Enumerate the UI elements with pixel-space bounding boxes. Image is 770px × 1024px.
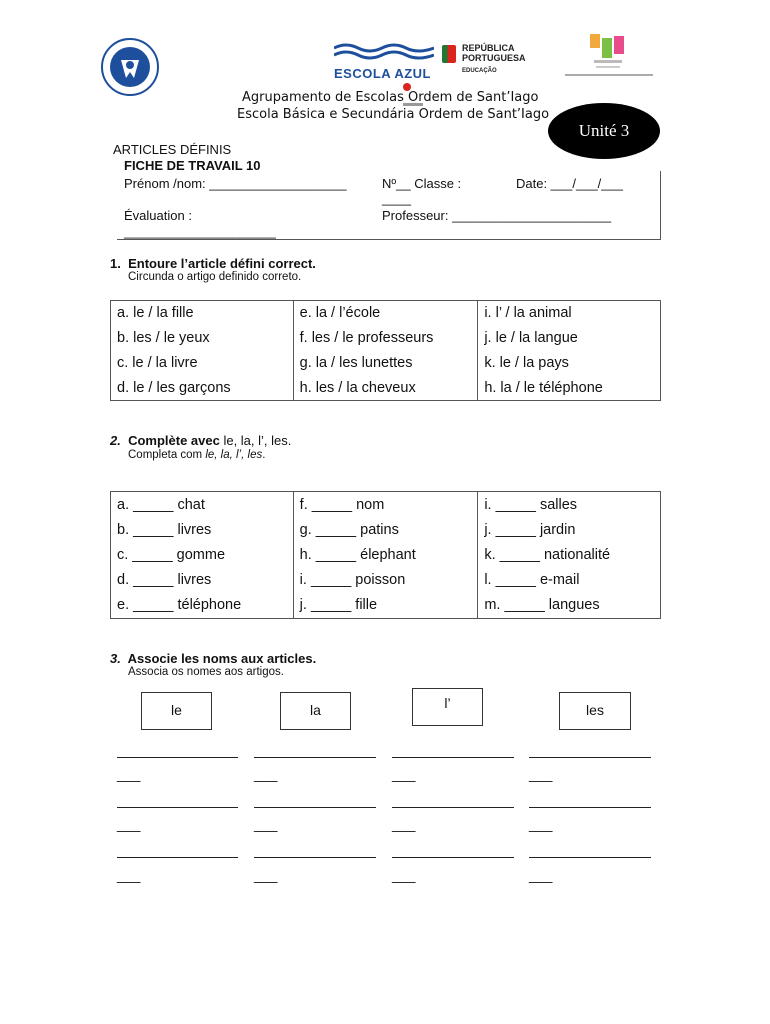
answer-line-short[interactable]: ___ [529, 867, 553, 883]
table-cell[interactable]: e. la / l’école [293, 301, 478, 326]
table-cell[interactable]: l. _____ e-mail [478, 568, 661, 593]
escola-azul-logo [334, 42, 434, 81]
table-cell[interactable]: b. les / le yeux [111, 326, 294, 351]
school-logo [101, 38, 159, 96]
exercise-1-title [110, 256, 316, 271]
answer-line[interactable] [392, 857, 514, 858]
exercise-3-subtitle: Associa os nomes aos artigos. [128, 666, 284, 678]
table-cell[interactable]: h. _____ élephant [293, 542, 478, 567]
answer-line[interactable] [254, 857, 376, 858]
table-cell[interactable]: k. _____ nationalité [478, 542, 661, 567]
table-cell[interactable]: j. _____ jardin [478, 517, 661, 542]
table-cell[interactable]: i. l’ / la animal [478, 301, 661, 326]
exercise-2-subtitle-articles: le, la, l’, les [205, 449, 263, 461]
date-field[interactable]: Date: ___/___/___ [516, 176, 623, 191]
republica-text-2: PORTUGUESA [462, 53, 526, 63]
table-row [111, 593, 661, 619]
table-cell[interactable]: c. _____ gomme [111, 542, 294, 567]
table-cell[interactable]: e. _____ téléphone [111, 593, 294, 619]
answer-line-short[interactable]: ___ [392, 766, 416, 782]
republica-text-1: REPÚBLICA [462, 43, 515, 53]
table-row [111, 375, 661, 400]
exercise-1-number: 1. [110, 256, 121, 271]
answer-line[interactable] [254, 757, 376, 758]
tip-logo [588, 32, 628, 74]
answer-line[interactable] [392, 757, 514, 758]
exercise-3-number: 3. [110, 651, 121, 666]
answer-line[interactable] [117, 757, 238, 758]
answer-line-short[interactable]: ___ [254, 816, 278, 832]
exercise-2-subtitle-end: . [262, 449, 266, 461]
escola-azul-text: ESCOLA AZUL [334, 66, 431, 81]
answer-line-short[interactable]: ___ [254, 867, 278, 883]
table-cell[interactable]: i. _____ poisson [293, 568, 478, 593]
name-field[interactable]: Prénom /nom: ___________________ [124, 176, 347, 191]
table-row [111, 326, 661, 351]
answer-line-short[interactable]: ___ [254, 766, 278, 782]
table-row [111, 301, 661, 326]
small-republica-logo [403, 78, 435, 88]
answer-line[interactable] [117, 857, 238, 858]
exercise-2-articles: le, la, l’, les. [219, 433, 292, 448]
table-cell[interactable]: i. _____ salles [478, 492, 661, 518]
logo-underline [565, 74, 653, 76]
article-box-l: l’ [412, 688, 483, 726]
exercise-2-title [110, 433, 291, 448]
table-cell[interactable]: a. le / la fille [111, 301, 294, 326]
answer-line[interactable] [529, 757, 651, 758]
table-cell[interactable]: a. _____ chat [111, 492, 294, 518]
table-row [111, 568, 661, 593]
table-row [111, 542, 661, 567]
educacao-text: EDUCAÇÃO [462, 68, 497, 74]
table-cell[interactable]: b. _____ livres [111, 517, 294, 542]
exercise-1-instruction: Entoure l’article défini correct. [128, 256, 316, 271]
sheet-title: FICHE DE TRAVAIL 10 [124, 158, 261, 173]
table-cell[interactable]: c. le / la livre [111, 350, 294, 375]
exercise-2-table [110, 491, 661, 619]
table-row [111, 492, 661, 518]
exercise-3-title [110, 651, 316, 666]
answer-line[interactable] [117, 807, 238, 808]
table-cell[interactable]: f. les / le professeurs [293, 326, 478, 351]
answer-line[interactable] [392, 807, 514, 808]
answer-line[interactable] [529, 857, 651, 858]
answer-line[interactable] [254, 807, 376, 808]
exercise-2-number: 2. [110, 433, 121, 448]
evaluation-label: Évaluation : [124, 208, 192, 223]
exercise-2-subtitle [128, 449, 265, 461]
evaluation-field[interactable]: _____________________ [124, 224, 276, 239]
answer-line-short[interactable]: ___ [117, 766, 141, 782]
table-cell[interactable]: h. les / la cheveux [293, 375, 478, 400]
flag-icon [442, 45, 456, 63]
exercise-2-subtitle-text: Completa com [128, 449, 206, 461]
answer-line-short[interactable]: ___ [529, 816, 553, 832]
republica-logo [442, 43, 542, 77]
school-name: Escola Básica e Secundária Ordem de Sant’Iago [237, 107, 550, 122]
table-cell[interactable]: f. _____ nom [293, 492, 478, 518]
answer-line-short[interactable]: ___ [392, 816, 416, 832]
table-row [111, 517, 661, 542]
exercise-1-table [110, 300, 661, 401]
table-cell[interactable]: j. _____ fille [293, 593, 478, 619]
table-cell[interactable]: h. la / le téléphone [478, 375, 661, 400]
table-cell[interactable]: k. le / la pays [478, 350, 661, 375]
table-cell[interactable]: d. le / les garçons [111, 375, 294, 400]
number-class-field[interactable]: Nº__ Classe : [382, 176, 462, 191]
article-box-la: la [280, 692, 351, 730]
table-cell[interactable]: g. _____ patins [293, 517, 478, 542]
table-cell[interactable]: g. la / les lunettes [293, 350, 478, 375]
unit-badge: Unité 3 [548, 103, 660, 159]
answer-line-short[interactable]: ___ [117, 816, 141, 832]
answer-line-short[interactable]: ___ [392, 867, 416, 883]
exercise-3-instruction: Associe les noms aux articles. [127, 651, 317, 666]
teacher-field[interactable]: Professeur: ______________________ [382, 208, 612, 223]
exercise-2-instruction: Complète avec [128, 433, 220, 448]
answer-line-short[interactable]: ___ [117, 867, 141, 883]
article-box-le: le [141, 692, 212, 730]
article-box-les: les [559, 692, 631, 730]
table-cell[interactable]: m. _____ langues [478, 593, 661, 619]
table-row [111, 350, 661, 375]
number-line: ____ [382, 191, 411, 206]
answer-line-short[interactable]: ___ [529, 766, 553, 782]
school-group-name: Agrupamento de Escolas Ordem de Sant’Iago [242, 90, 539, 105]
exercise-1-subtitle: Circunda o artigo definido correto. [128, 271, 302, 283]
answer-line[interactable] [529, 807, 651, 808]
topic-label: ARTICLES DÉFINIS [113, 142, 232, 157]
table-cell[interactable]: j. le / la langue [478, 326, 661, 351]
table-cell[interactable]: d. _____ livres [111, 568, 294, 593]
